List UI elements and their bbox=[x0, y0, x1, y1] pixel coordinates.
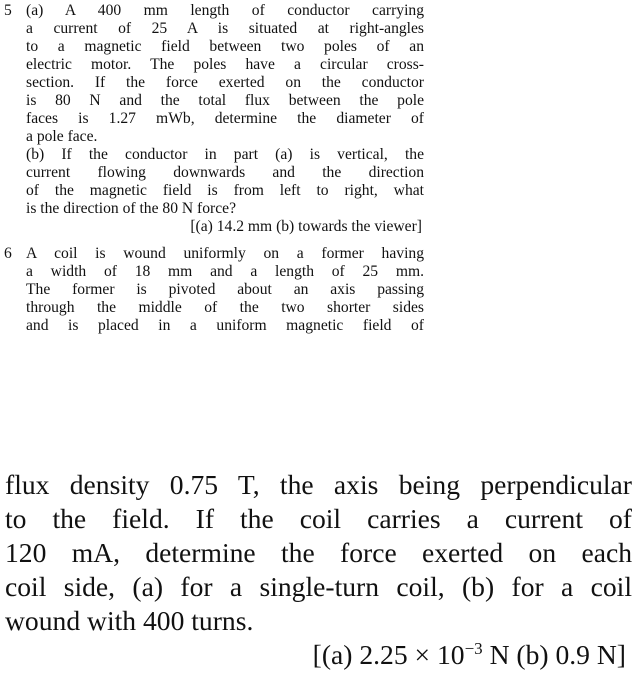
problem-6-line-5: and is placed in a uniform magnetic field of bbox=[26, 317, 424, 334]
problem-5-number: 5 bbox=[4, 2, 12, 19]
problem-6-number: 6 bbox=[4, 245, 12, 262]
problem-5-line-4: electric motor. The poles have a circular cross- bbox=[26, 56, 424, 73]
continuation-line-4: coil side, (a) for a single-turn coil, (b) for a coil bbox=[5, 571, 632, 602]
continuation-line-1: flux density 0.75 T, the axis being perpendicular bbox=[5, 469, 632, 500]
problem-5-answer: [(a) 14.2 mm (b) towards the viewer] bbox=[190, 218, 422, 235]
problem-6-line-4: through the middle of the two shorter sides bbox=[26, 299, 424, 316]
problem-5-line-11: of the magnetic field is from left to right, what bbox=[26, 182, 424, 199]
answer-exponent: −3 bbox=[464, 638, 483, 658]
continuation-answer: [(a) $2.25 \times 10^{-3}$ N (b) 0.9 N] bbox=[312, 638, 626, 670]
problem-6-line-3: The former is pivoted about an axis passing bbox=[26, 281, 424, 298]
continuation-line-5: wound with 400 turns. bbox=[5, 605, 254, 636]
continuation-line-3: 120 mA, determine the force exerted on each bbox=[5, 537, 632, 568]
problem-5-line-1: 5 (a) A 400 mm length of conductor carrying bbox=[4, 2, 424, 19]
problem-5-line-2: a current of 25 A is situated at right-angles bbox=[26, 20, 424, 37]
spacer bbox=[4, 236, 424, 245]
problem-5-line-5: section. If the force exerted on the conductor bbox=[26, 74, 424, 91]
problem-6-line-2: a width of 18 mm and a length of 25 mm. bbox=[26, 263, 424, 280]
problem-5-line-10: current flowing downwards and the direction bbox=[26, 164, 424, 181]
large-text-section bbox=[5, 468, 632, 672]
problem-5-line-6: is 80 N and the total flux between the pole bbox=[26, 92, 424, 109]
problem-5-line-12: is the direction of the 80 N force? bbox=[26, 200, 237, 217]
problem-5-line-7: faces is 1.27 mWb, determine the diameter of bbox=[26, 110, 424, 127]
problem-5-line-3: to a magnetic field between two poles of an bbox=[26, 38, 424, 55]
problem-6-line-1: 6 A coil is wound uniformly on a former having bbox=[4, 245, 424, 262]
problem-5-line-8: a pole face. bbox=[26, 128, 98, 145]
continuation-line-2: to the field. If the coil carries a current of bbox=[5, 503, 632, 534]
small-text-section bbox=[4, 2, 424, 335]
problem-5-line-9: (b) If the conductor in part (a) is vertical, the bbox=[26, 146, 424, 163]
